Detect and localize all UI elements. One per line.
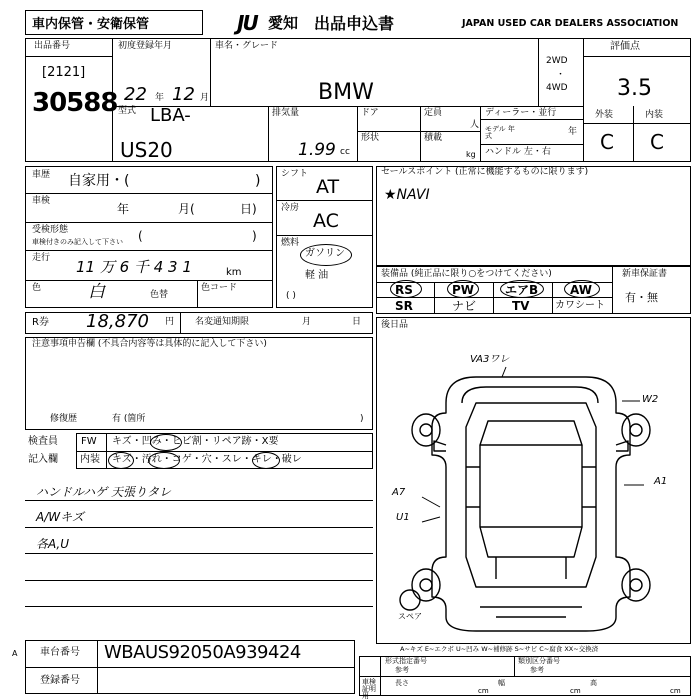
fuel-paren: ( ) (286, 291, 296, 301)
ac-label: 冷房 (281, 203, 300, 213)
interior-label: 内装 (645, 110, 664, 120)
sales-label: セールスポイント (正常に機能するものに限ります) (381, 167, 589, 177)
car-name-value: BMW (318, 80, 374, 105)
inspector-label2: 記入欄 (28, 454, 58, 465)
notes-label: 注意事項申告欄 (不具合内容等は具体的に記入して下さい) (32, 339, 267, 349)
inspection-month: 月( (178, 202, 195, 216)
ref-label: 参考 (395, 666, 409, 674)
height-label: 高 (590, 679, 597, 687)
drive-4wd: 4WD (546, 83, 568, 93)
repair-close: ) (360, 414, 364, 424)
inspection-label: 車検 (32, 196, 51, 206)
lot-number-label: 出品番号 (34, 41, 71, 51)
shape-label: 形状 (361, 133, 380, 143)
use-value: 自家用・( (68, 173, 130, 189)
door-label: ドア (361, 108, 379, 118)
sales-box (376, 166, 691, 266)
use-label: 車歴 (32, 170, 51, 180)
association-name: JAPAN USED CAR DEALERS ASSOCIATION (462, 18, 679, 29)
equip-aw: AW (570, 283, 592, 297)
name-change-month: 月 (302, 317, 312, 327)
equip-sr: SR (395, 299, 413, 313)
mark-u1: U1 (396, 512, 410, 523)
mileage-label: 走行 (32, 253, 51, 263)
circle-dent (150, 434, 182, 451)
model-year-label: モデル 年式 (485, 125, 515, 140)
first-registration-year: 22 (124, 84, 147, 105)
shift-label: シフト (281, 169, 309, 179)
fuel-label: 燃料 (281, 238, 300, 248)
equip-rs: RS (395, 283, 413, 297)
mark-a1: A1 (654, 476, 668, 487)
drive-2wd: 2WD (546, 56, 568, 66)
repair-value: 有 (箇所 (112, 414, 146, 424)
capacity-label: 定員 (424, 108, 443, 118)
inspection-day: 日) (240, 202, 257, 216)
color-code-label: 色コード (201, 283, 238, 293)
warranty-value: 有・無 (625, 291, 658, 304)
car-diagram (376, 317, 691, 644)
handle-label: ハンドル 左・右 (485, 147, 551, 157)
lot-subnumber: [2121] (42, 65, 86, 80)
fuel-diesel: 軽 油 (305, 270, 329, 281)
recycle-unit: 円 (165, 317, 175, 327)
circle-int-dirt (148, 452, 180, 469)
height-cm: cm (670, 687, 681, 695)
receive-paren-close: ) (252, 229, 257, 243)
lot-number: 30588 (32, 88, 118, 118)
fuel-gas: ガソリン (305, 248, 345, 259)
repair-label: 修復歴 (50, 414, 78, 424)
car-name-label: 車名・グレード (215, 41, 279, 51)
equip-pw: PW (452, 283, 475, 297)
color-value: 白 (88, 282, 105, 302)
model-label: 型式 (118, 106, 137, 116)
model-year-unit: 年 (568, 127, 578, 137)
receive-paren-open: ( (138, 229, 143, 243)
first-registration-year-unit: 年 (155, 93, 165, 103)
displacement-value: 1.99 (298, 140, 336, 160)
score-label: 評価点 (610, 41, 640, 52)
shift-value: AT (316, 176, 340, 198)
remark-line3: 各A,U (36, 537, 70, 551)
registration-label: 登録番号 (40, 675, 80, 686)
equip-seat: カワシート (555, 300, 605, 311)
first-registration-label: 初度登録年月 (118, 41, 173, 51)
category-label: 類別区分番号 (518, 657, 560, 665)
receive-label: 受検形態 (32, 225, 69, 235)
ac-value: AC (313, 210, 339, 232)
equip-navi: ナビ (452, 299, 477, 313)
use-close: ) (255, 173, 261, 189)
load-label: 積載 (424, 133, 443, 143)
equip-aw-circle (564, 280, 600, 298)
model-prefix: LBA- (150, 105, 191, 126)
form-title: 出品申込書 (314, 14, 395, 33)
inspector-interior: 内装 (80, 454, 100, 465)
color-label: 色 (32, 283, 42, 293)
cert-label: 車検証明用 (362, 678, 376, 700)
diagram-label: 後日品 (381, 320, 409, 330)
remark-line2: A/Wキズ (36, 510, 84, 524)
load-unit: kg (466, 150, 476, 159)
chassis-value: WBAUS92050A939424 (104, 642, 301, 663)
storage-label: 車内保管・安衛保管 (32, 17, 150, 32)
displacement-label: 排気量 (272, 108, 300, 118)
receive-sub: 車検付きのみ記入して下さい (32, 238, 123, 246)
width-cm: cm (570, 687, 581, 695)
equip-airbag: エアB (505, 283, 539, 297)
first-registration-month: 12 (172, 84, 195, 105)
side-code: A (12, 649, 18, 658)
mileage-value: 11 万 6 千 4 3 1 (76, 258, 192, 276)
width-label: 幅 (498, 679, 505, 687)
color-change-label: 色替 (150, 290, 169, 300)
circle-int-scratch (108, 452, 134, 469)
remark-line1: ハンドルハゲ 天張りタレ (36, 485, 171, 499)
model-code: US20 (120, 138, 173, 162)
ref-label2: 参考 (530, 666, 544, 674)
damage-legend: A~キズ E~エクボ U~凹み W~補修跡 S~サビ C~腐食 XX~交換済 (400, 645, 599, 653)
notes-box (25, 337, 373, 430)
equip-pw-circle (447, 280, 479, 298)
inspection-year: 年 (117, 202, 130, 216)
equipment-label: 装備品 (純正品に限り○をつけてください) (381, 269, 552, 279)
sales-value: ★NAVI (384, 187, 430, 203)
recycle-value: 18,870 (86, 311, 149, 332)
name-change-day: 日 (352, 317, 362, 327)
length-cm: cm (478, 687, 489, 695)
recycle-label: R券 (32, 317, 49, 328)
drive-dot: ・ (556, 70, 566, 80)
mark-a7: A7 (392, 487, 406, 498)
length-label: 長さ (395, 679, 409, 687)
equip-tv: TV (512, 299, 530, 313)
mark-va3: VA3ワレ (470, 354, 510, 365)
warranty-label: 新車保証書 (622, 269, 668, 279)
circle-int-wear (252, 452, 280, 469)
interior-value: C (650, 130, 664, 154)
inspector-fw: FW (81, 436, 97, 447)
first-registration-month-unit: 月 (200, 93, 210, 103)
equip-airbag-circle (500, 280, 544, 298)
dealer-label: ディーラー・並行 (485, 108, 557, 118)
org-name: 愛知 (268, 14, 299, 32)
inspector-label1: 検査員 (28, 436, 58, 447)
inspector-interior-items: キズ・汚れ・コゲ・穴・スレ・キレ・破レ (112, 454, 302, 465)
name-change-label: 名変通知期限 (195, 317, 250, 327)
chassis-type-label: 形式指定番号 (385, 657, 427, 665)
ju-logo: JU (237, 11, 257, 35)
exterior-value: C (600, 130, 614, 154)
displacement-unit: cc (340, 147, 350, 157)
exterior-label: 外装 (595, 110, 614, 120)
chassis-label: 車台番号 (40, 647, 80, 658)
capacity-unit: 人 (470, 120, 480, 130)
mark-w2: W2 (642, 394, 659, 405)
inspector-fw-items: キズ・凹み・ヒビ割・リペア跡・X要 (112, 436, 279, 447)
score-value: 3.5 (617, 76, 652, 101)
mileage-unit: km (226, 267, 242, 278)
spare-label: スペア (398, 612, 422, 621)
equip-rs-circle (390, 280, 422, 298)
